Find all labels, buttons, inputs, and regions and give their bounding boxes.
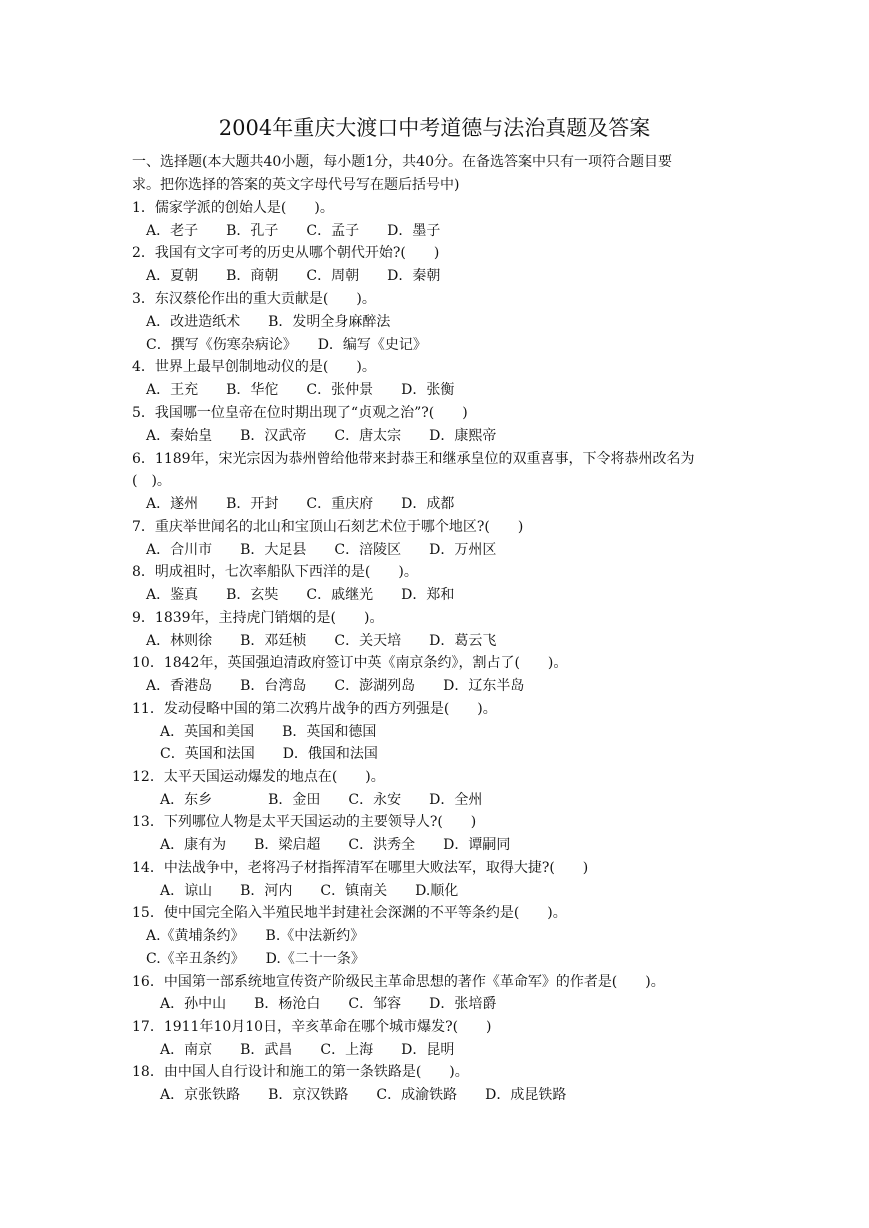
question-18: 18．由中国人自行设计和施工的第一条铁路是( )。 (132, 1064, 469, 1080)
question-3-options-a: A．改进造纸术 B．发明全身麻醉法 (146, 314, 391, 330)
question-14: 14．中法战争中，老将冯子材指挥清军在哪里大败法军，取得大捷?( ) (132, 860, 589, 876)
question-16: 16．中国第一部系统地宣传资产阶级民主革命思想的著作《革命军》的作者是( )。 (132, 974, 665, 990)
section-intro-line-1: 一、选择题(本大题共40小题，每小题1分，共40分。在备选答案中只有一项符合题目要 (132, 154, 672, 170)
question-3: 3．东汉蔡伦作出的重大贡献是( )。 (132, 291, 376, 307)
question-5: 5．我国哪一位皇帝在位时期出现了“贞观之治”?( ) (132, 405, 468, 421)
question-16-options: A．孙中山 B．杨沧白 C．邹容 D．张培爵 (160, 996, 497, 1012)
question-6-continued: ( )。 (132, 473, 171, 489)
question-2: 2．我国有文字可考的历史从哪个朝代开始?( ) (132, 245, 440, 261)
question-13-options: A．康有为 B．梁启超 C．洪秀全 D．谭嗣同 (160, 837, 511, 853)
question-8: 8．明成祖时，七次率船队下西洋的是( )。 (132, 564, 418, 580)
question-15: 15．使中国完全陷入半殖民地半封建社会深渊的不平等条约是( )。 (132, 905, 567, 921)
question-1: 1．儒家学派的创始人是( )。 (132, 200, 334, 216)
question-13: 13．下列哪位人物是太平天国运动的主要领导人?( ) (132, 814, 477, 830)
question-9-options: A．林则徐 B．邓廷桢 C．关天培 D．葛云飞 (146, 633, 497, 649)
question-10-options: A．香港岛 B．台湾岛 C．澎湖列岛 D．辽东半岛 (146, 678, 525, 694)
question-6: 6．1189年，宋光宗因为恭州曾给他带来封恭王和继承皇位的双重喜事，下令将恭州改名为 (132, 451, 695, 467)
question-11-options-b: C．英国和法国 D．俄国和法国 (160, 746, 378, 762)
question-14-options: A．谅山 B．河内 C．镇南关 D.顺化 (160, 883, 459, 899)
question-7: 7．重庆举世闻名的北山和宝顶山石刻艺术位于哪个地区?( ) (132, 519, 524, 535)
page-title: 2004年重庆大渡口中考道德与法治真题及答案 (218, 116, 651, 140)
question-6-options: A．遂州 B．开封 C．重庆府 D．成都 (146, 496, 455, 512)
question-18-options: A．京张铁路 B．京汉铁路 C．成渝铁路 D．成昆铁路 (160, 1087, 567, 1103)
question-11: 11．发动侵略中国的第二次鸦片战争的西方列强是( )。 (132, 701, 497, 717)
question-3-options-b: C．撰写《伤寒杂病论》 D．编写《史记》 (146, 337, 427, 353)
question-7-options: A．合川市 B．大足县 C．涪陵区 D．万州区 (146, 542, 497, 558)
question-1-options: A．老子 B．孔子 C．孟子 D．墨子 (146, 223, 441, 239)
question-8-options: A．鉴真 B．玄奘 C．戚继光 D．郑和 (146, 587, 455, 603)
question-15-options-b: C.《辛丑条约》 D.《二十一条》 (146, 951, 365, 967)
question-12: 12．太平天国运动爆发的地点在( )。 (132, 769, 385, 785)
question-5-options: A．秦始皇 B．汉武帝 C．唐太宗 D．康熙帝 (146, 428, 497, 444)
question-4: 4．世界上最早创制地动仪的是( )。 (132, 359, 376, 375)
question-15-options-a: A.《黄埔条约》 B.《中法新约》 (146, 928, 365, 944)
question-17: 17．1911年10月10日，辛亥革命在哪个城市爆发?( ) (132, 1019, 492, 1035)
question-17-options: A．南京 B．武昌 C．上海 D．昆明 (160, 1042, 455, 1058)
question-9: 9．1839年，主持虎门销烟的是( )。 (132, 610, 384, 626)
question-12-options: A．东乡 B．金田 C．永安 D．全州 (160, 792, 483, 808)
question-11-options-a: A．英国和美国 B．英国和德国 (160, 724, 377, 740)
section-intro-line-2: 求。把你选择的答案的英文字母代号写在题后括号中) (132, 177, 460, 193)
question-10: 10．1842年，英国强迫清政府签订中英《南京条约》，割占了( )。 (132, 655, 568, 671)
question-4-options: A．王充 B．华佗 C．张仲景 D．张衡 (146, 382, 455, 398)
question-2-options: A．夏朝 B．商朝 C．周朝 D．秦朝 (146, 268, 441, 284)
